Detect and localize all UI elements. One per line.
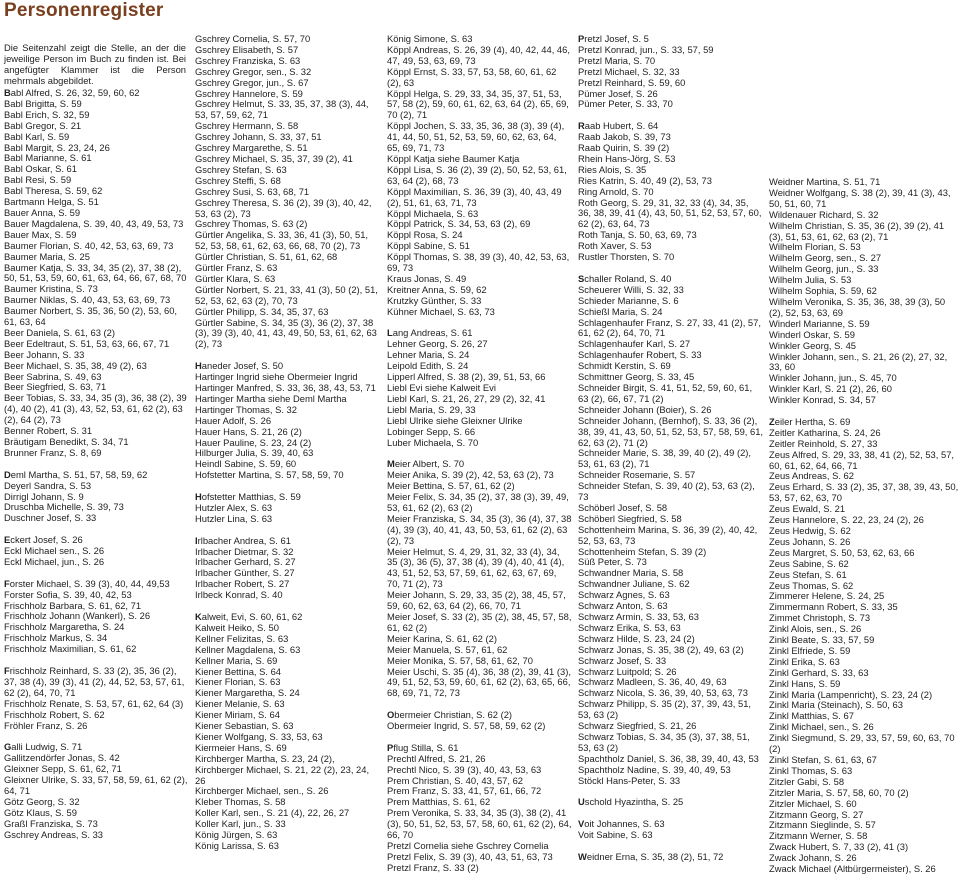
index-entry: Pretzl Cornelia siehe Gschrey Cornelia	[387, 840, 549, 851]
index-entry: König Simone, S. 63	[387, 33, 473, 44]
index-entry: Götz Klaus, S. 59	[4, 806, 77, 818]
index-entry: Gschrey Steffi, S. 68	[195, 174, 281, 186]
index-entry: Wilhelm Sophia, S. 59, 62	[769, 285, 877, 297]
index-entry: Kiener Wolfgang, S. 33, 53, 63	[195, 730, 323, 742]
index-entry: Schwarz Jonas, S. 35, 38 (2), 49, 63 (2)	[578, 643, 744, 655]
index-entry: Meier Bettina, S. 57, 61, 62 (2)	[387, 480, 515, 492]
index-entry: Deml Martha, S. 51, 57, 58, 59, 62	[4, 468, 148, 480]
index-entry: Schwandner Juliane, S. 62	[578, 578, 690, 590]
index-entry: Winkler Johann, jun., S. 45, 70	[769, 372, 897, 384]
index-entry: Köppl Patrick, S. 34, 53, 63 (2), 69	[387, 218, 531, 230]
index-entry: Koller Karl, sen., S. 21 (4), 22, 26, 27	[195, 807, 350, 819]
index-entry: Gschrey Hermann, S. 58	[195, 120, 299, 132]
index-entry: Gschrey Susi, S. 63, 68, 71	[195, 185, 310, 197]
index-entry: Raab Jakob, S. 39, 73	[578, 131, 671, 143]
index-column-4	[578, 34, 764, 863]
index-entry: Gschrey Elisabeth, S. 57	[195, 43, 299, 55]
index-entry: Schlagenhaufer Robert, S. 33	[578, 349, 702, 361]
index-entry: Kiener Florian, S. 63	[195, 676, 281, 688]
index-entry: Hartinger Thomas, S. 32	[195, 403, 297, 415]
index-entry: Schneider Stefan, S. 39, 40 (2), 53, 63 (2), 73	[578, 480, 755, 503]
index-entry: Schottenheim Stefan, S. 39 (2)	[578, 545, 707, 557]
index-entry: Pretzl Konrad, jun., S. 33, 57, 59	[578, 43, 714, 55]
index-entry: Babl Karl, S. 59	[4, 130, 70, 142]
index-entry: Babl Margit, S. 23, 24, 26	[4, 141, 110, 153]
index-entry: Gürtler Angelika, S. 33, 36, 41 (3), 50, 51, 52, 53, 58, 61, 62, 63, 66, 68, 70 (2), 73	[195, 229, 369, 252]
index-entry: Zeus Stefan, S. 61	[769, 568, 847, 580]
index-entry: Baumer Maria, S. 25	[4, 250, 90, 262]
index-entry: Wilhelm Georg, jun., S. 33	[769, 263, 879, 275]
index-entry: Gschrey Theresa, S. 36 (2), 39 (3), 40, 42, 53, 63 (2), 73	[195, 196, 372, 219]
index-entry: Zwack Johann, S. 26	[769, 852, 857, 864]
index-entry: Köppl Katja siehe Baumer Katja	[387, 152, 520, 164]
index-entry: Voit Sabine, S. 63	[578, 829, 653, 841]
index-entry: Beer Michael, S. 35, 38, 49 (2), 63	[4, 359, 147, 371]
index-entry: Prem Veronika, S. 33, 34, 35 (3), 38 (2), 41 (3), 50, 51, 52, 53, 57, 58, 60, 61, 62 (2), 64, 66, 70	[387, 807, 572, 841]
index-entry: Babl Marianne, S. 61	[4, 152, 92, 164]
index-entry: Stöckl Hans-Peter, S. 33	[578, 774, 681, 786]
index-entry: Baumer Niklas, S. 40, 43, 53, 63, 69, 73	[4, 294, 171, 306]
index-entry: Gschrey Hannelore, S. 59	[195, 87, 303, 99]
index-entry: Babl Oskar, S. 61	[4, 163, 77, 175]
index-entry: Eckl Michael, jun., S. 26	[4, 555, 105, 567]
index-entry: Galli Ludwig, S. 71	[4, 741, 83, 753]
index-entry: Zinkl Alois, sen., S. 26	[769, 623, 862, 635]
index-entry: Beer Siegfried, S. 63, 71	[4, 381, 107, 393]
index-entry: Schottenheim Marina, S. 36, 39 (2), 40, 42, 52, 53, 63, 73	[578, 523, 758, 546]
index-entry: Raab Quirin, S. 39 (2)	[578, 142, 670, 154]
index-entry: Brunner Franz, S. 8, 69	[4, 446, 102, 458]
index-entry: Meier Monika, S. 57, 58, 61, 62, 70	[387, 654, 533, 666]
index-entry: Frischholz Barbara, S. 61, 62, 71	[4, 599, 142, 611]
index-entry: Bauer Magdalena, S. 39, 40, 43, 49, 53, 73	[4, 217, 184, 229]
index-entry: Koller Karl, jun., S. 33	[195, 818, 286, 830]
index-entry: Schwarz Hilde, S. 23, 24 (2)	[578, 632, 695, 644]
index-entry: Kalweit Heiko, S. 50	[195, 621, 279, 633]
index-entry: Pretzl Reinhard, S. 59, 60	[578, 76, 686, 88]
page-title: Personenregister	[4, 0, 164, 21]
index-entry: Köppl Lisa, S. 36 (2), 39 (2), 50, 52, 53, 61, 63, 64 (2), 68, 73	[387, 163, 567, 186]
index-entry: Köppl Helga, S. 29, 33, 34, 35, 37, 51, 53, 57, 58 (2), 59, 60, 61, 62, 63, 64 (2), 65, 69, 70 (2), 71	[387, 87, 569, 121]
index-entry: Liebl Ulrike siehe Gleixner Ulrike	[387, 414, 523, 426]
index-entry: Gürtler Klara, S. 63	[195, 272, 276, 284]
index-entry: Köppl Maximilian, S. 36, 39 (3), 40, 43, 49 (2), 51, 61, 63, 71, 73	[387, 185, 562, 208]
index-entry: Schwarz Tobias, S. 34, 35 (3), 37, 38, 51, 53, 63 (2)	[578, 730, 750, 753]
index-entry: Ring Arnold, S. 70	[578, 185, 654, 197]
index-entry: Babl Gregor, S. 21	[4, 119, 82, 131]
index-entry: Zeus Ewald, S. 21	[769, 503, 846, 515]
index-entry: Schneider Birgit, S. 41, 51, 52, 59, 60, 61, 63 (2), 66, 67, 71 (2)	[578, 381, 753, 404]
index-entry: Babl Theresa, S. 59, 62	[4, 185, 103, 197]
index-entry: Gürtler Sabine, S. 34, 35 (3), 36 (2), 37, 38 (3), 39 (3), 40, 41, 43, 49, 50, 53, 61, 62, 63 (2), 73	[195, 316, 377, 350]
index-entry: Kleber Thomas, S. 58	[195, 796, 286, 808]
index-entry: Zinkl Michael, sen., S. 26	[769, 721, 874, 733]
index-entry: Frischholz Johann (Wankerl), S. 26	[4, 610, 151, 622]
index-entry: Wilhelm Christian, S. 35, 36 (2), 39 (2), 41 (3), 51, 53, 61, 62, 63 (2), 71	[769, 219, 945, 242]
index-entry: Gürtler Philipp, S. 34, 35, 37, 63	[195, 305, 329, 317]
index-entry: Kellner Felizitas, S. 63	[195, 632, 289, 644]
index-entry: Liebl Karl, S. 21, 26, 27, 29 (2), 32, 41	[387, 392, 546, 404]
index-entry: Wilhelm Julia, S. 53	[769, 274, 852, 286]
index-entry: Roth Georg, S. 29, 31, 32, 33 (4), 34, 35, 36, 38, 39, 41 (4), 43, 50, 51, 52, 53, 57, 60, 62 (2), 63, 64, 73	[578, 196, 762, 230]
index-entry: Zitzler Gabi, S. 58	[769, 775, 845, 787]
index-entry: Baumer Kristina, S. 73	[4, 283, 98, 295]
index-entry: Hofstetter Matthias, S. 59	[195, 491, 301, 503]
index-entry: Schaller Roland, S. 40	[578, 272, 672, 284]
index-entry: Pümer Peter, S. 33, 70	[578, 98, 673, 110]
index-entry: Ries Alois, S. 35	[578, 163, 647, 175]
index-entry: Gürtler Franz, S. 63	[195, 262, 278, 274]
index-entry: Beer Sabrina, S. 49, 63	[4, 370, 102, 382]
index-entry: Meier Uschi, S. 35 (4), 36, 38 (2), 39, 41 (3), 49, 51, 52, 53, 59, 60, 61, 62 (2), 63, 65, 66, 68, 69, 71, 72, 73	[387, 665, 571, 699]
index-column-3	[387, 34, 572, 874]
index-entry: Kellner Maria, S. 69	[195, 654, 278, 666]
index-entry: Pretzl Franz, S. 33 (2)	[387, 861, 479, 873]
index-entry: Gschrey Franziska, S. 63	[195, 54, 301, 66]
index-entry: Winkler Konrad, S. 34, 57	[769, 394, 876, 406]
index-entry: Kreitner Anna, S. 59, 62	[387, 283, 487, 295]
index-entry: Kiener Melanie, S. 63	[195, 698, 285, 710]
index-entry: Meier Felix, S. 34, 35 (2), 37, 38 (3), 39, 49, 53, 61, 62 (2), 63 (2)	[387, 491, 569, 513]
index-entry: Beer Edeltraut, S. 51, 53, 63, 66, 67, 71	[4, 337, 170, 349]
index-entry: Kiener Miriam, S. 64	[195, 709, 280, 721]
index-entry: Köppl Andreas, S. 26, 39 (4), 40, 42, 44, 46, 47, 49, 53, 63, 69, 73	[387, 43, 570, 66]
index-entry: Gallitzendörfer Jonas, S. 42	[4, 752, 120, 764]
index-entry: Zeus Erhard, S. 33 (2), 35, 37, 38, 39, 43, 50, 53, 57, 62, 63, 70	[769, 481, 959, 504]
index-entry: Lipperl Alfred, S. 38 (2), 39, 51, 53, 66	[387, 371, 546, 383]
index-entry: Schneider Johann (Boier), S. 26	[578, 403, 712, 415]
index-entry: Bartmann Helga, S. 51	[4, 196, 99, 208]
index-entry: Schmittner Georg, S. 33, 45	[578, 371, 695, 383]
index-entry: Schwandner Maria, S. 58	[578, 567, 684, 579]
index-entry: König Jürgen, S. 63	[195, 829, 278, 841]
index-entry: Bräutigam Benedikt, S. 34, 71	[4, 436, 129, 447]
index-entry: Baumer Florian, S. 40, 42, 53, 63, 69, 73	[4, 239, 174, 251]
index-entry: Zinkl Maria (Steinach), S. 50, 63	[769, 699, 903, 711]
index-entry: Köppl Jochen, S. 33, 35, 36, 38 (3), 39 (4), 41, 44, 50, 51, 52, 53, 59, 60, 62, 63, 64, 65, 69, 71, 73	[387, 120, 565, 154]
index-entry: Zinkl Thomas, S. 63	[769, 764, 853, 776]
index-entry: Zinkl Hans, S. 59	[769, 677, 841, 689]
index-entry: Wilhelm Florian, S. 53	[769, 241, 861, 253]
index-entry: Köppl Michaela, S. 63	[387, 207, 479, 219]
index-entry: Zeus Andreas, S. 62	[769, 470, 854, 482]
index-entry: Schlagenhaufer Karl, S. 27	[578, 338, 691, 350]
index-entry: Gschrey Thomas, S. 63 (2)	[195, 218, 308, 230]
index-entry: Zinkl Elfriede, S. 59	[769, 644, 851, 656]
index-entry: Babl Brigitta, S. 59	[4, 97, 82, 109]
index-entry: Zitzmann Georg, S. 27	[769, 808, 864, 820]
index-entry: Zeus Margret, S. 50, 53, 62, 63, 66	[769, 546, 915, 558]
index-entry: Zeiler Hertha, S. 69	[769, 415, 851, 427]
index-entry: Zimmerer Helene, S. 24, 25	[769, 590, 885, 602]
index-entry: Zwack Hubert, S. 7, 33 (2), 41 (3)	[769, 841, 909, 853]
index-entry: Zinkl Gerhard, S. 33, 63	[769, 666, 869, 678]
index-entry: Frischholz Maximilian, S. 61, 62	[4, 643, 137, 655]
index-entry: Pretzl Michael, S. 32, 33	[578, 65, 680, 77]
index-entry: Hutzler Lina, S. 63	[195, 512, 273, 524]
letter-group-gap	[195, 525, 380, 536]
index-entry: Zinkl Siegmund, S. 29, 33, 57, 59, 60, 63, 70 (2)	[769, 732, 955, 755]
index-entry: Meier Albert, S. 70	[387, 458, 465, 470]
index-entry: Frischholz Renate, S. 53, 57, 61, 62, 64 (3)	[4, 697, 184, 709]
index-entry: Heindl Sabine, S. 59, 60	[195, 458, 297, 470]
index-entry: Irlbeck Konrad, S. 40	[195, 589, 283, 601]
index-entry: Roth Tanja, S. 50, 63, 69, 73	[578, 229, 697, 241]
index-entry: Prechtl Nico, S. 39 (3), 40, 43, 53, 63	[387, 763, 542, 775]
index-entry: Druschba Michelle, S. 39, 73	[4, 501, 124, 513]
index-entry: Babl Erich, S. 32, 59	[4, 108, 90, 120]
index-entry: Zeus Alfred, S. 29, 33, 38, 41 (2), 52, 53, 57, 60, 61, 62, 64, 66, 71	[769, 448, 955, 471]
index-entry: Gschrey Stefan, S. 63	[195, 163, 287, 175]
index-entry: Hauer Hans, S. 21, 26 (2)	[195, 425, 302, 437]
index-entry: Winderl Marianne, S. 59	[769, 317, 870, 329]
index-entry: Irlbacher Andrea, S. 61	[195, 534, 291, 546]
index-entry: Zeus Hannelore, S. 22, 23, 24 (2), 26	[769, 514, 924, 526]
index-entry: Gürtler Christian, S. 51, 61, 62, 68	[195, 251, 338, 263]
index-column-2	[195, 34, 380, 852]
index-entry: Deyerl Sandra, S. 53	[4, 479, 92, 491]
index-entry: Scheuerer Willi, S. 32, 33	[578, 283, 684, 295]
index-entry: Gschrey Andreas, S. 33	[4, 828, 104, 840]
index-entry: Zinkl Maria (Lampenricht), S. 23, 24 (2)	[769, 688, 933, 700]
index-entry: Schneider Johann, (Bernhof), S. 33, 36 (2), 38, 39, 41, 43, 50, 51, 52, 53, 57, 58, 59, 61, 62, 63 (2), 71 (2)	[578, 414, 764, 448]
index-entry: Köppl Ernst, S. 33, 57, 53, 58, 60, 61, 62 (2), 63	[387, 65, 557, 88]
index-entry: Liebl Evi siehe Kalweit Evi	[387, 381, 496, 393]
index-entry: Schöberl Siegfried, S. 58	[578, 512, 682, 524]
index-entry: Schwarz Anton, S. 63	[578, 600, 668, 612]
index-entry: Schwarz Agnes, S. 63	[578, 589, 670, 601]
index-entry: Köppl Sabine, S. 51	[387, 240, 470, 252]
index-entry: Eckl Michael sen., S. 26	[4, 545, 105, 557]
index-entry: Babl Alfred, S. 26, 32, 59, 60, 62	[4, 87, 140, 98]
index-entry: Gschrey Gregor, sen., S. 32	[195, 65, 312, 77]
index-entry: Köppl Thomas, S. 38, 39 (3), 40, 42, 53, 63, 69, 73	[387, 251, 570, 274]
index-entry: Spachtholz Daniel, S. 36, 38, 39, 40, 43, 53	[578, 752, 759, 764]
index-entry: Baumer Katja, S. 33, 34, 35 (2), 37, 38 (2), 50, 51, 53, 59, 60, 61, 63, 64, 66, 67, 68, 70	[4, 261, 187, 284]
index-entry: Prem Christian, S. 40, 43, 57, 62	[387, 774, 524, 786]
index-entry: Frischholz Reinhard, S. 33 (2), 35, 36 (2), 37, 38 (4), 39 (3), 41 (2), 44, 52, 53, 57, 61, 62 (2), 64, 70, 71	[4, 664, 185, 698]
index-entry: Schwarz Josef, S. 33	[578, 654, 667, 666]
index-entry: Schneider Marie, S. 38, 39, 40 (2), 49 (2), 53, 61, 63 (2), 71	[578, 447, 752, 470]
index-entry: Zeus Johann, S. 26	[769, 535, 851, 547]
index-entry: Lang Andreas, S. 61	[387, 327, 473, 339]
index-entry: Meier Franziska, S. 34, 35 (3), 36 (4), 37, 38 (4), 39 (3), 40, 41, 43, 50, 53, 61, 62 (2), 63 (2), 73	[387, 512, 572, 546]
index-entry: Kirchberger Michael, S. 21, 22 (2), 23, 24, 26	[195, 763, 370, 786]
index-entry: Zeitler Reinhold, S. 27, 33	[769, 437, 878, 449]
index-entry: Lobinger Sepp, S. 66	[387, 425, 476, 437]
index-entry: Rhein Hans-Jörg, S. 53	[578, 152, 676, 164]
index-entry: Frischholz Markus, S. 34	[4, 632, 108, 644]
index-entry: Meier Johann, S. 29, 33, 35 (2), 38, 45, 57, 59, 60, 62, 63, 64 (2), 66, 70, 71	[387, 589, 566, 612]
index-entry: Ries Katrin, S. 40, 49 (2), 53, 73	[578, 174, 712, 186]
index-entry: Zimmet Christoph, S. 73	[769, 612, 871, 624]
index-entry: Obermeier Christian, S. 62 (2)	[387, 709, 513, 721]
index-entry: Babl Resi, S. 59	[4, 174, 72, 186]
index-entry: Irlbacher Gerhard, S. 27	[195, 556, 296, 568]
index-entry: Raab Hubert, S. 64	[578, 120, 659, 132]
index-entry: Meier Karina, S. 61, 62 (2)	[387, 632, 497, 644]
index-entry: Zitzler Michael, S. 60	[769, 797, 857, 809]
index-entry: Hartinger Manfred, S. 33, 36, 38, 43, 53, 71	[195, 381, 376, 393]
index-entry: Gleixner Sepp, S. 61, 62, 71	[4, 763, 122, 775]
index-entry: Winkler Johann, sen., S. 21, 26 (2), 27, 32, 33, 60	[769, 350, 948, 373]
index-entry: Weidner Wolfgang, S. 38 (2), 39, 41 (3), 43, 50, 51, 60, 71	[769, 186, 951, 209]
index-entry: Gschrey Johann, S. 33, 37, 51	[195, 131, 322, 143]
index-entry: Voit Johannes, S. 63	[578, 818, 665, 830]
index-entry: Meier Josef, S. 33 (2), 35 (2), 38, 45, 57, 58, 61, 62 (2)	[387, 611, 572, 633]
index-entry: Frischholz Margaretha, S. 24	[4, 621, 125, 633]
index-entry: Schwarz Erika, S. 53, 63	[578, 621, 681, 633]
index-entry: Hartinger Ingrid siehe Obermeier Ingrid	[195, 371, 358, 383]
index-entry: Gschrey Helmut, S. 33, 35, 37, 38 (3), 44, 53, 57, 59, 62, 71	[195, 98, 369, 121]
index-entry: Bauer Max, S. 59	[4, 228, 77, 240]
index-entry: Irlbacher Günther, S. 27	[195, 567, 295, 579]
index-entry: Krutzky Günther, S. 33	[387, 294, 482, 306]
index-entry: Luber Michaela, S. 70	[387, 436, 479, 448]
index-entry: Zinkl Beate, S. 33, 57, 59	[769, 634, 875, 646]
index-entry: Gschrey Margarethe, S. 51	[195, 142, 308, 154]
index-entry: Bauer Anna, S. 59	[4, 206, 81, 218]
index-entry: Schlagenhaufer Franz, S. 27, 33, 41 (2), 57, 61, 62 (2), 64, 70, 71	[578, 316, 761, 339]
index-entry: Schöberl Josef, S. 58	[578, 501, 668, 513]
index-entry: Beer Tobias, S. 33, 34, 35 (3), 36, 38 (2), 39 (4), 40 (2), 41 (3), 43, 52, 53, 61, 62 (2), 63 (2), 64 (2), 73	[4, 392, 187, 426]
index-entry: König Larissa, S. 63	[195, 840, 279, 851]
index-entry: Meier Anika, S. 39 (2), 42, 53, 63 (2), 73	[387, 469, 554, 481]
index-entry: Zitzmann Sieglinde, S. 57	[769, 819, 876, 831]
index-entry: Hartinger Martha siehe Deml Martha	[195, 392, 347, 404]
index-entry: Zwack Michael (Altbürgermeister), S. 26	[769, 863, 936, 875]
index-entry: Forster Sofia, S. 39, 40, 42, 53	[4, 588, 132, 600]
index-entry: Zeus Thomas, S. 62	[769, 579, 854, 591]
index-entry: Haneder Josef, S. 50	[195, 360, 284, 372]
index-entry: Obermeier Ingrid, S. 57, 58, 59, 62 (2)	[387, 720, 546, 732]
index-entry: Kiener Margaretha, S. 24	[195, 687, 300, 699]
index-entry: Irlbacher Dietmar, S. 32	[195, 545, 294, 557]
index-entry: Winderl Oskar, S. 59	[769, 328, 855, 340]
index-entry: Gürtler Norbert, S. 21, 33, 41 (3), 50 (2), 51, 52, 53, 62, 63 (2), 70, 73	[195, 283, 378, 306]
index-entry: Eckert Josef, S. 26	[4, 534, 83, 546]
index-entry: Kiener Sebastian, S. 63	[195, 720, 294, 732]
index-entry: Pümer Josef, S. 26	[578, 87, 658, 99]
index-entry: Prem Matthias, S. 61, 62	[387, 796, 491, 808]
index-entry: Lehner Georg, S. 26, 27	[387, 338, 488, 350]
index-entry: Gschrey Cornelia, S. 57, 70	[195, 33, 311, 44]
index-entry: Pflug Stilla, S. 61	[387, 741, 459, 753]
index-entry: Kirchberger Michael, sen., S. 26	[195, 785, 329, 797]
index-entry: Hauer Adolf, S. 26	[195, 414, 272, 426]
index-entry: Schwarz Siegfried, S. 21, 26	[578, 720, 697, 732]
index-entry: Graßl Franziska, S. 73	[4, 817, 98, 829]
index-entry: Schneider Rosemarie, S. 57	[578, 469, 696, 481]
index-entry: Zitzler Maria, S. 57, 58, 60, 70 (2)	[769, 786, 909, 798]
index-entry: Prem Franz, S. 33, 41, 57, 61, 66, 72	[387, 785, 542, 797]
index-entry: Wildenauer Richard, S. 32	[769, 208, 879, 220]
index-entry: Hauer Pauline, S. 23, 24 (2)	[195, 436, 312, 448]
index-entry: Zeus Hedwig, S. 62	[769, 524, 851, 536]
intro-text: Die Seitenzahl zeigt die Stelle, an der die jeweilige Person im Buch zu finden ist. Bei angefügter Klammer ist die Person mehrmals abgebildet.	[4, 42, 186, 87]
index-entry: Lehner Maria, S. 24	[387, 349, 470, 361]
index-entry: Zeitler Katharina, S. 24, 26	[769, 426, 881, 438]
index-entry: Köppl Rosa, S. 24	[387, 229, 463, 241]
index-entry: Leipold Edith, S. 24	[387, 360, 469, 372]
index-entry: Weidner Martina, S. 51, 71	[769, 176, 881, 187]
index-entry: Pretzl Felix, S. 39 (3), 40, 43, 51, 63, 73	[387, 850, 553, 862]
index-entry: Meier Manuela, S. 57, 61, 62	[387, 643, 508, 655]
index-entry: Schwarz Madleen, S. 36, 40, 49, 63	[578, 676, 727, 688]
index-column-1	[4, 88, 188, 840]
index-entry: Baumer Norbert, S. 35, 36, 50 (2), 53, 60, 61, 63, 64	[4, 305, 178, 328]
index-entry: Rustler Thorsten, S. 70	[578, 251, 675, 263]
index-entry: Uschold Hyazintha, S. 25	[578, 796, 684, 808]
index-entry: Schwarz Nicola, S. 36, 39, 40, 53, 63, 73	[578, 687, 748, 699]
index-entry: Zinkl Stefan, S. 61, 63, 67	[769, 754, 877, 766]
index-entry: Gschrey Gregor, jun., S. 67	[195, 76, 309, 88]
index-entry: Gschrey Michael, S. 35, 37, 39 (2), 41	[195, 152, 353, 164]
index-entry: Weidner Erna, S. 35, 38 (2), 51, 72	[578, 850, 724, 862]
index-entry: Schwarz Armin, S. 33, 53, 63	[578, 611, 699, 622]
index-column-5	[769, 177, 959, 875]
index-entry: Pretzl Maria, S. 70	[578, 54, 656, 66]
index-entry: Liebl Maria, S. 29, 33	[387, 403, 476, 415]
index-entry: Wilhelm Veronika, S. 35, 36, 38, 39 (3), 50 (2), 52, 53, 63, 69	[769, 295, 946, 318]
index-entry: Beer Daniela, S. 61, 63 (2)	[4, 326, 116, 338]
index-entry: Zinkl Matthias, S. 67	[769, 710, 854, 722]
index-entry: Kalweit, Evi, S. 60, 61, 62	[195, 610, 303, 622]
index-entry: Schwarz Luitpold; S. 26	[578, 665, 677, 677]
index-entry: Forster Michael, S. 39 (3), 40, 44, 49,53	[4, 577, 170, 589]
index-entry: Meier Helmut, S. 4, 29, 31, 32, 33 (4), 34, 35 (3), 36 (5), 37, 38 (4), 39 (4), 40, 41 (4), 43, 51, 52, 53, 57, 59, 61, 62, 63, 67, 69, 70, 71 (2), 73	[387, 545, 565, 590]
index-entry: Frischholz Robert, S. 62	[4, 708, 105, 720]
index-entry: Kühner Michael, S. 63, 73	[387, 305, 495, 317]
index-entry: Kirchberger Martha, S. 23, 24 (2),	[195, 752, 335, 764]
index-entry: Dirrigl Johann, S. 9	[4, 490, 84, 502]
index-entry: Schießl Maria, S. 24	[578, 305, 663, 317]
index-entry: Winkler Georg, S. 45	[769, 339, 857, 351]
index-entry: Pretzl Josef, S. 5	[578, 33, 649, 44]
index-entry: Zinkl Erika, S. 63	[769, 655, 840, 667]
index-entry: Spachtholz Nadine, S. 39, 40, 49, 53	[578, 763, 731, 775]
index-entry: Duschner Josef, S. 33	[4, 512, 97, 524]
index-entry: Zitzmann Werner, S. 58	[769, 830, 868, 842]
index-entry: Gleixner Ulrike, S. 33, 57, 58, 59, 61, 62 (2), 64, 71	[4, 774, 188, 796]
index-entry: Kiener Bettina, S. 64	[195, 665, 282, 677]
index-entry: Hilburger Julia, S. 39, 40, 63	[195, 447, 314, 459]
index-entry: Roth Xaver, S. 53	[578, 240, 652, 252]
index-entry: Schwarz Philipp, S. 35 (2), 37, 39, 43, 51, 53, 63 (2)	[578, 698, 752, 721]
index-entry: Winkler Karl, S. 21 (2), 26, 60	[769, 383, 892, 395]
index-entry: Zeus Sabine, S. 62	[769, 557, 849, 569]
index-entry: Fröhler Franz, S. 26	[4, 719, 88, 731]
index-entry: Zimmermann Robert, S. 33, 35	[769, 601, 898, 613]
index-entry: Benner Robert, S. 31	[4, 425, 93, 437]
index-entry: Hutzler Alex, S. 63	[195, 501, 273, 513]
index-entry: Hofstetter Martina, S. 57, 58, 59, 70	[195, 469, 344, 481]
index-entry: Kraus Jonas, S. 49	[387, 272, 467, 284]
index-entry: Wilhelm Georg, sen., S. 27	[769, 252, 882, 264]
index-entry: Götz Georg, S. 32	[4, 795, 80, 807]
index-entry: Irlbacher Robert, S. 27	[195, 578, 290, 590]
index-entry: Schmidt Kerstin, S. 69	[578, 360, 671, 372]
index-entry: Prechtl Alfred, S. 21, 26	[387, 752, 486, 764]
index-entry: Schieder Marianne, S. 6	[578, 294, 679, 306]
index-entry: Süß Peter, S. 73	[578, 556, 647, 568]
index-entry: Beer Johann, S. 33	[4, 348, 85, 360]
index-entry: Kellner Magdalena, S. 63	[195, 643, 301, 655]
index-entry: Kiermeier Hans, S. 69	[195, 741, 287, 753]
